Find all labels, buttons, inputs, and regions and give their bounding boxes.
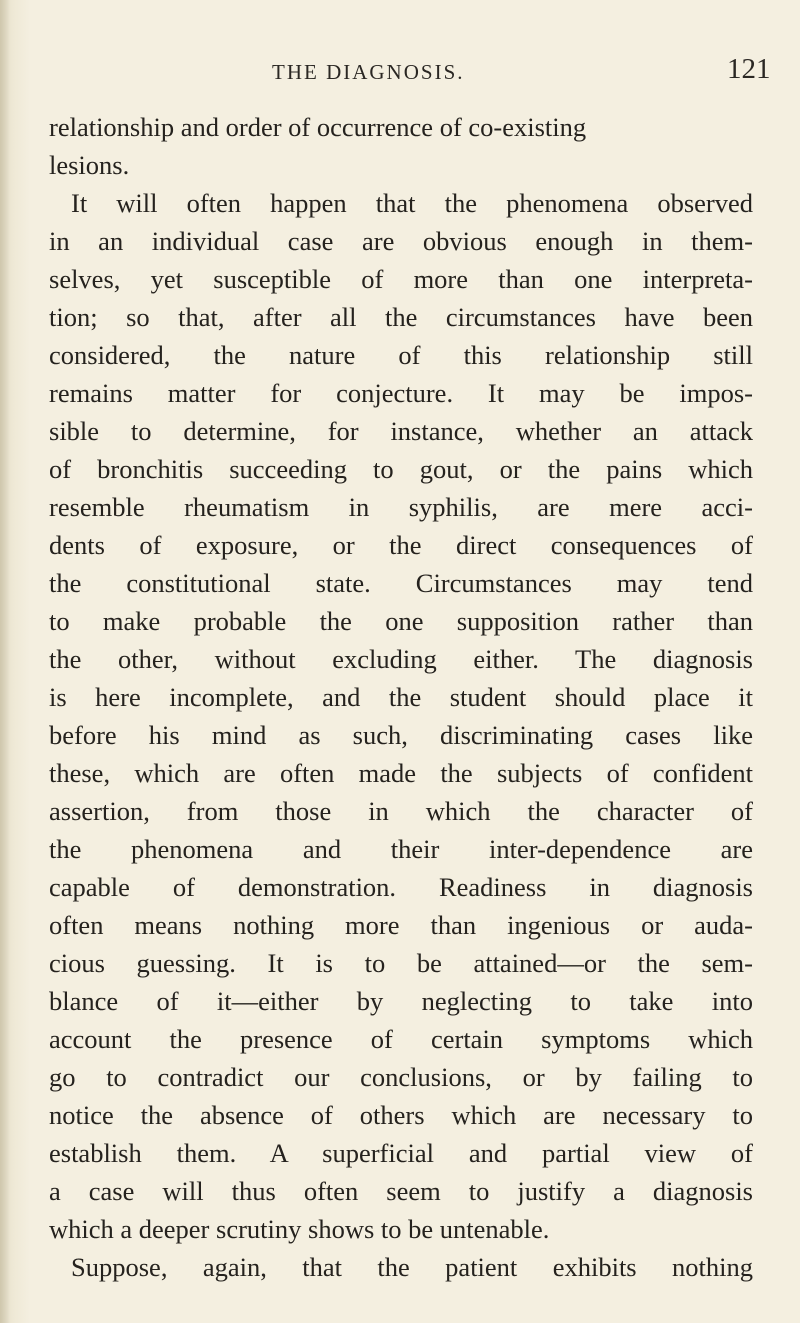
text-line: lesions. xyxy=(49,150,130,180)
body-text xyxy=(0,108,800,1318)
text-line: of bronchitis succeeding to gout, or the pains which xyxy=(49,454,753,484)
text-line: notice the absence of others which are necessary to xyxy=(49,1100,753,1130)
text-line: tion; so that, after all the circumstances have been xyxy=(49,302,753,332)
text-line: It will often happen that the phenomena observed xyxy=(71,188,753,218)
text-line: blance of it—either by neglecting to take into xyxy=(49,986,753,1016)
text-line: go to contradict our conclusions, or by failing to xyxy=(49,1062,753,1092)
text-line: considered, the nature of this relationship still xyxy=(49,340,753,370)
text-line: a case will thus often seem to justify a diagnosis xyxy=(49,1176,753,1206)
text-line: account the presence of certain symptoms which xyxy=(49,1024,753,1054)
text-line: the phenomena and their inter-dependence are xyxy=(49,834,753,864)
text-line: to make probable the one supposition rather than xyxy=(49,606,753,636)
page-header xyxy=(0,53,800,96)
running-head: THE DIAGNOSIS. xyxy=(272,60,465,84)
text-line: relationship and order of occurrence of co-existing xyxy=(49,112,587,142)
text-line: dents of exposure, or the direct consequences of xyxy=(49,530,753,560)
text-line: the other, without excluding either. The diagnosis xyxy=(49,644,753,674)
text-line: Suppose, again, that the patient exhibits nothing xyxy=(71,1252,753,1282)
page-number: 121 xyxy=(727,53,771,85)
text-line: establish them. A superficial and partial view of xyxy=(49,1138,753,1168)
text-line: which a deeper scrutiny shows to be untenable. xyxy=(49,1214,550,1244)
text-line: the constitutional state. Circumstances may tend xyxy=(49,568,753,598)
text-line: capable of demonstration. Readiness in diagnosis xyxy=(49,872,753,902)
text-line: cious guessing. It is to be attained—or the sem- xyxy=(49,948,753,978)
text-line: selves, yet susceptible of more than one interpreta- xyxy=(49,264,753,294)
text-line: sible to determine, for instance, whether an attack xyxy=(49,416,753,446)
text-line: in an individual case are obvious enough in them- xyxy=(49,226,753,256)
text-line: these, which are often made the subjects of confident xyxy=(49,758,753,788)
text-line: assertion, from those in which the character of xyxy=(49,796,753,826)
text-line: is here incomplete, and the student should place it xyxy=(49,682,753,712)
text-line: often means nothing more than ingenious or auda- xyxy=(49,910,753,940)
text-line: before his mind as such, discriminating cases like xyxy=(49,720,753,750)
text-line: remains matter for conjecture. It may be impos- xyxy=(49,378,753,408)
text-line: resemble rheumatism in syphilis, are mere acci- xyxy=(49,492,753,522)
